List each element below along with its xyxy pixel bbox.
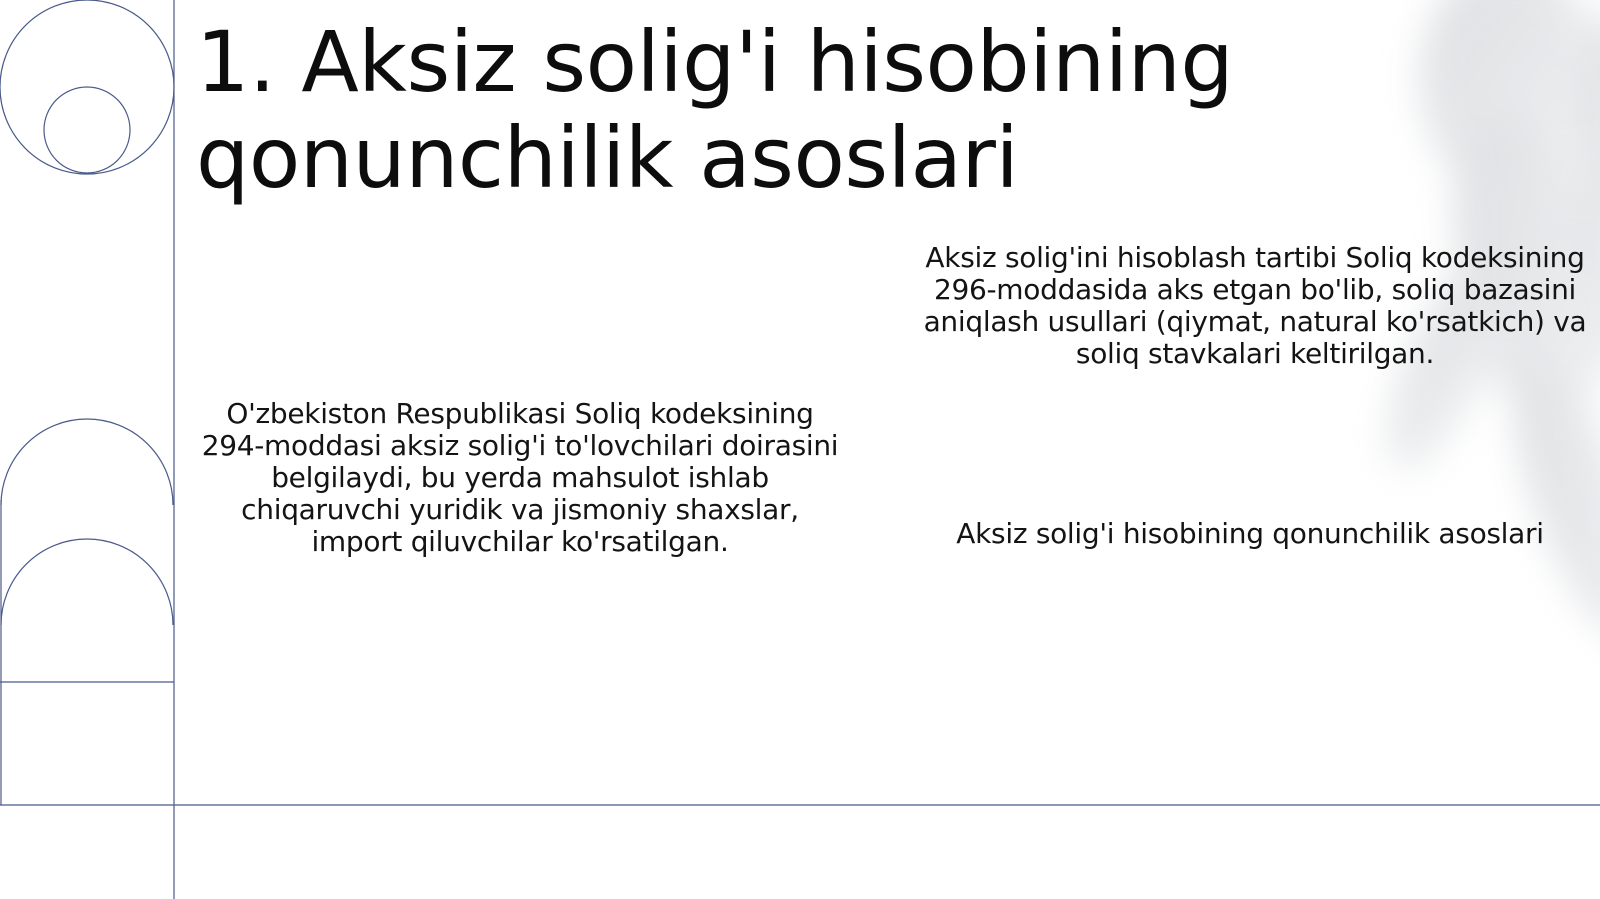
lower-arch-outline <box>1 539 173 625</box>
right-caption: Aksiz solig'i hisobining qonunchilik asoslari <box>956 517 1544 550</box>
small-circle-outline <box>44 87 130 173</box>
left-text-block: O'zbekiston Respublikasi Soliq kodeksining 294-moddasi aksiz solig'i to'lovchilari doirasini belgilaydi, bu yerda mahsulot ishlab chiqaruvchi yuridik va jismoniy shaxslar, import qiluvchilar ko'rsatilgan. <box>201 397 839 558</box>
slide-title: 1. Aksiz solig'i hisobining qonunchilik asoslari <box>196 13 1234 207</box>
upper-arch-outline <box>1 419 173 505</box>
right-text-block: Aksiz solig'ini hisoblash tartibi Soliq kodeksining 296-moddasida aks etgan bo'lib, soliq bazasini aniqlash usullari (qiymat, natural ko'rsatkich) va soliq stavkalari keltirilgan. <box>923 241 1587 370</box>
